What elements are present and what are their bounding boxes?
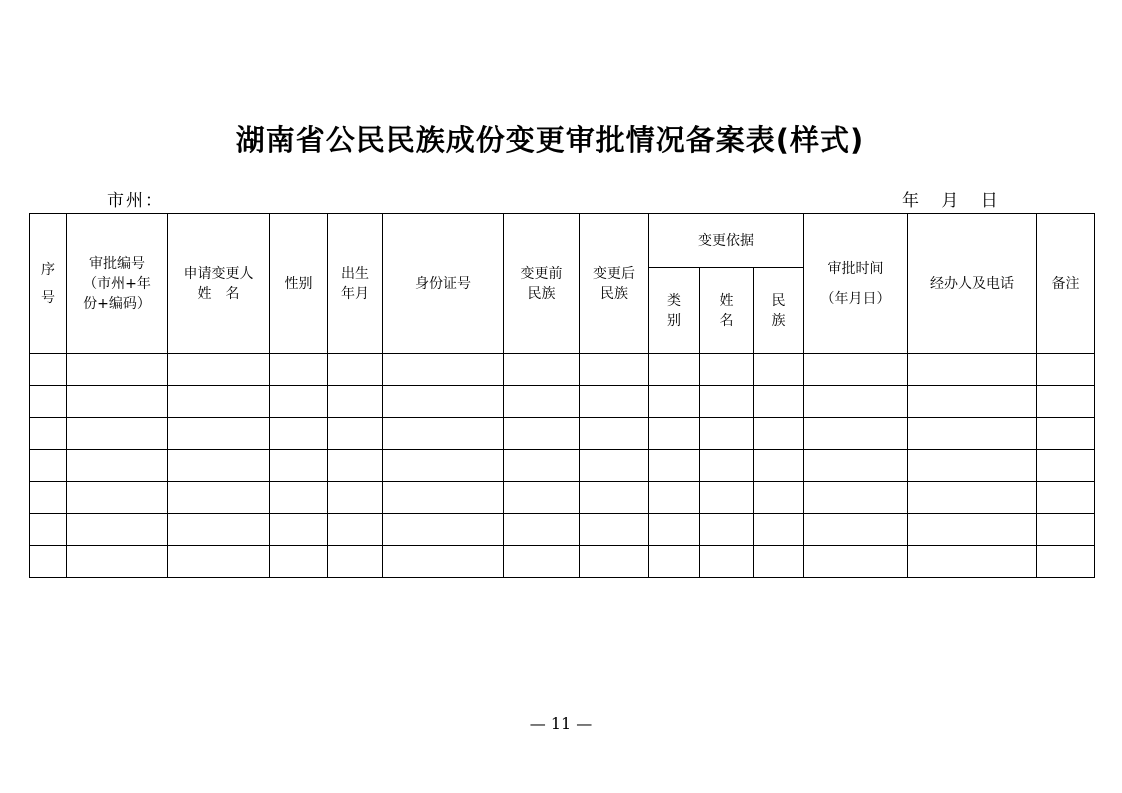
table-cell: [804, 514, 908, 546]
header-ethnicity-before: 变更前 民族: [504, 214, 580, 354]
page-number: — 11 —: [529, 714, 593, 733]
table-cell: [504, 482, 580, 514]
header-remarks: 备注: [1037, 214, 1095, 354]
table-cell: [383, 354, 504, 386]
table-cell: [804, 450, 908, 482]
header-seq: 序 号: [30, 214, 67, 354]
header-basis-group: 变更依据: [649, 214, 804, 268]
table-cell: [328, 482, 383, 514]
table-cell: [1037, 418, 1095, 450]
table-cell: [67, 546, 168, 578]
table-cell: [580, 386, 649, 418]
header-approval-no: 审批编号 （市州+年 份+编码）: [67, 214, 168, 354]
table-cell: [168, 386, 270, 418]
table-cell: [328, 418, 383, 450]
table-cell: [383, 514, 504, 546]
table-cell: [1037, 482, 1095, 514]
table-cell: [67, 450, 168, 482]
table-cell: [67, 482, 168, 514]
table-cell: [168, 418, 270, 450]
header-basis-type: 类 别: [649, 268, 700, 354]
city-label: 市州：: [107, 191, 164, 211]
table-cell: [168, 482, 270, 514]
table-cell: [754, 354, 804, 386]
table-cell: [328, 450, 383, 482]
table-cell: [168, 514, 270, 546]
table-cell: [908, 514, 1037, 546]
record-table: [29, 213, 1095, 578]
header-basis-name: 姓 名: [700, 268, 754, 354]
table-cell: [804, 354, 908, 386]
table-cell: [804, 546, 908, 578]
table-cell: [383, 546, 504, 578]
table-cell: [270, 482, 328, 514]
header-gender: 性别: [270, 214, 328, 354]
table-cell: [700, 354, 754, 386]
table-cell: [580, 546, 649, 578]
header-ethnicity-after: 变更后 民族: [580, 214, 649, 354]
table-row: [30, 546, 1095, 578]
table-cell: [804, 482, 908, 514]
table-cell: [1037, 386, 1095, 418]
table-cell: [270, 418, 328, 450]
table-cell: [754, 546, 804, 578]
table-body: [30, 354, 1095, 578]
table-cell: [504, 354, 580, 386]
header-id-number: 身份证号: [383, 214, 504, 354]
table-cell: [649, 386, 700, 418]
table-cell: [580, 354, 649, 386]
table-cell: [270, 354, 328, 386]
table-cell: [328, 514, 383, 546]
table-cell: [649, 354, 700, 386]
table-cell: [700, 450, 754, 482]
table-row: [30, 514, 1095, 546]
table-cell: [30, 450, 67, 482]
header-basis-ethnicity: 民 族: [754, 268, 804, 354]
table-cell: [580, 514, 649, 546]
table-cell: [908, 546, 1037, 578]
table-cell: [754, 482, 804, 514]
table-row: [30, 386, 1095, 418]
table-cell: [383, 450, 504, 482]
table-cell: [168, 450, 270, 482]
table-cell: [67, 386, 168, 418]
table-cell: [168, 546, 270, 578]
table-cell: [67, 354, 168, 386]
table-cell: [30, 514, 67, 546]
table-cell: [700, 482, 754, 514]
table-cell: [580, 450, 649, 482]
table-cell: [270, 386, 328, 418]
page-title: 湖南省公民民族成份变更审批情况备案表(样式): [235, 123, 865, 157]
table-row: [30, 482, 1095, 514]
table-cell: [1037, 514, 1095, 546]
table-cell: [700, 514, 754, 546]
table-cell: [504, 418, 580, 450]
table-cell: [804, 418, 908, 450]
table-cell: [580, 482, 649, 514]
table-cell: [649, 514, 700, 546]
table-cell: [30, 418, 67, 450]
table-cell: [908, 354, 1037, 386]
table-cell: [504, 450, 580, 482]
table-cell: [700, 386, 754, 418]
header-birth: 出生 年月: [328, 214, 383, 354]
table-cell: [908, 386, 1037, 418]
table-cell: [649, 418, 700, 450]
table-cell: [804, 386, 908, 418]
table-cell: [30, 386, 67, 418]
table-cell: [504, 386, 580, 418]
table-cell: [649, 450, 700, 482]
header-approval-time: 审批时间 （年月日）: [804, 214, 908, 354]
table-cell: [700, 418, 754, 450]
table-cell: [270, 546, 328, 578]
table-cell: [754, 514, 804, 546]
table-cell: [908, 450, 1037, 482]
table-cell: [700, 546, 754, 578]
table-cell: [67, 418, 168, 450]
table-cell: [754, 450, 804, 482]
table-cell: [1037, 354, 1095, 386]
table-cell: [754, 386, 804, 418]
table-cell: [270, 450, 328, 482]
table-cell: [328, 354, 383, 386]
table-cell: [30, 354, 67, 386]
table-cell: [649, 546, 700, 578]
table-cell: [383, 418, 504, 450]
table-cell: [754, 418, 804, 450]
header-applicant-name: 申请变更人 姓 名: [168, 214, 270, 354]
table-cell: [30, 482, 67, 514]
table-cell: [328, 546, 383, 578]
table-cell: [908, 418, 1037, 450]
table-cell: [504, 546, 580, 578]
table-cell: [168, 354, 270, 386]
table-cell: [67, 514, 168, 546]
table-cell: [30, 546, 67, 578]
table-row: [30, 450, 1095, 482]
table-cell: [383, 482, 504, 514]
table-row: [30, 354, 1095, 386]
table-row: [30, 418, 1095, 450]
table-cell: [383, 386, 504, 418]
table-cell: [908, 482, 1037, 514]
table-cell: [270, 514, 328, 546]
table-cell: [1037, 450, 1095, 482]
table-cell: [1037, 546, 1095, 578]
table-cell: [649, 482, 700, 514]
table-cell: [580, 418, 649, 450]
header-handler-phone: 经办人及电话: [908, 214, 1037, 354]
table-cell: [328, 386, 383, 418]
table-cell: [504, 514, 580, 546]
date-label: 年 月 日: [902, 191, 998, 211]
